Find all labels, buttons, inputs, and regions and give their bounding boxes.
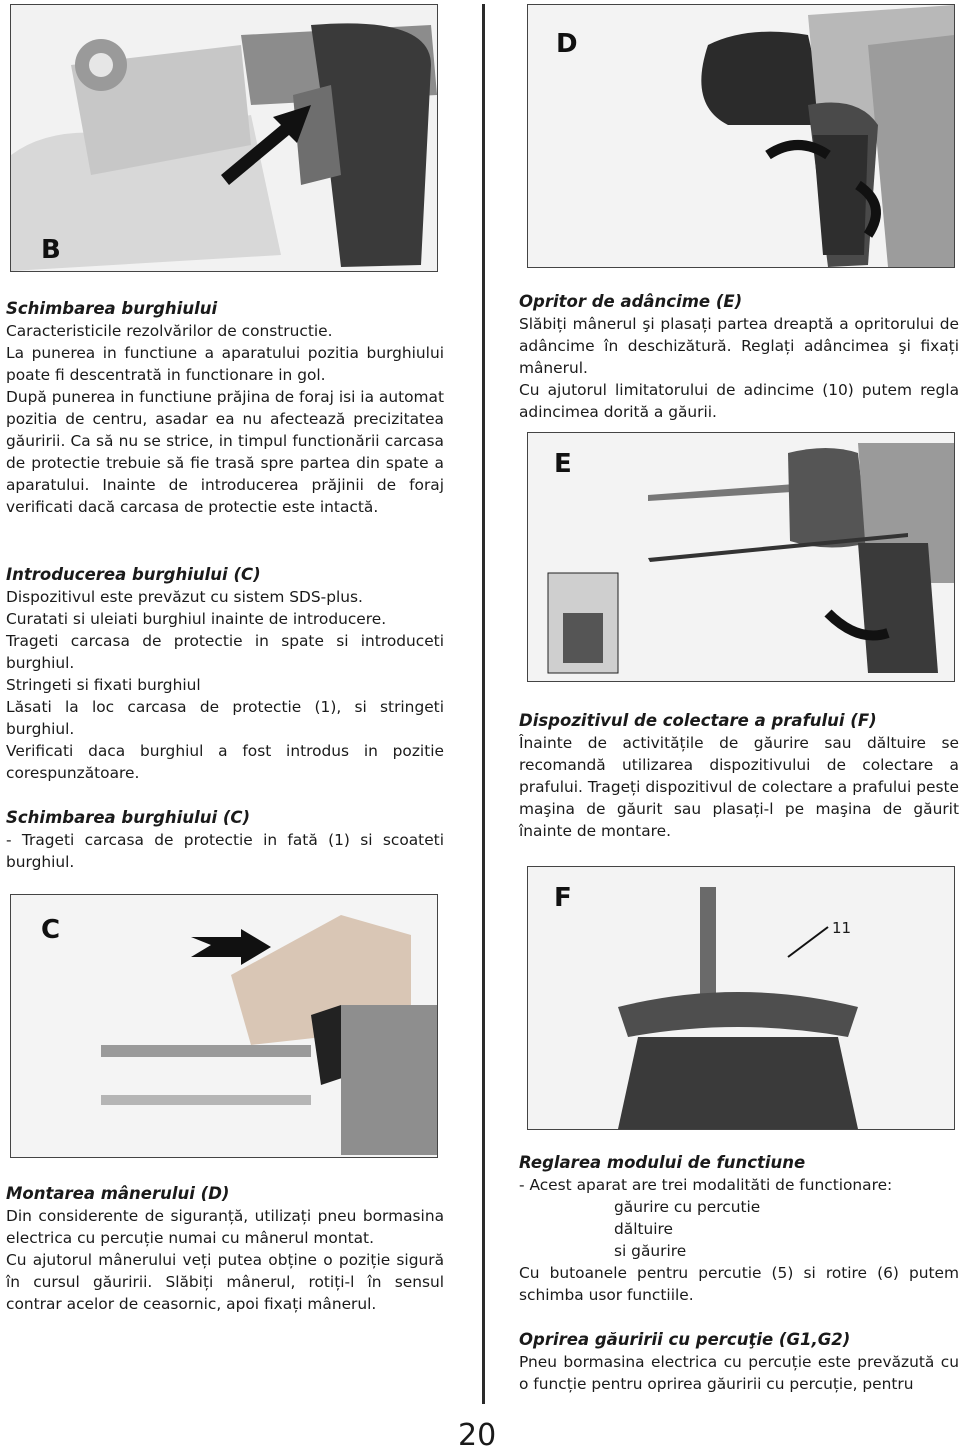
figure-f	[527, 866, 955, 1130]
paragraph: După punerea in functiune prăjina de foraj isi ia automat pozitia de centru, asadar ea nu afectează precizitatea găuririi. Ca să nu se strice, in timpul functionării carcasa de protectie trebuie să fie trasă spre partea din spate a aparatului. Inainte de introducerea prăjinii de foraj verificati dacă carcasa de protectie este intactă.	[6, 388, 444, 516]
bit-insertion-illustration	[11, 895, 437, 1157]
section-title: Opritor de adâncime (E)	[519, 292, 743, 311]
section-introducerea-burghiului	[6, 564, 444, 784]
section-title: Reglarea modului de functiune	[519, 1153, 806, 1172]
section-dispozitivul-colectare-praf	[519, 710, 959, 842]
page-number: 20	[458, 1418, 497, 1453]
figure-e-letter: E	[554, 449, 572, 479]
section-title: Montarea mânerului (D)	[6, 1184, 230, 1203]
figure-c	[10, 894, 438, 1158]
section-schimbarea-burghiului-c	[6, 807, 444, 873]
section-montarea-manerului	[6, 1183, 444, 1315]
paragraph: Trageti carcasa de protectie in spate si introduceti burghiul.	[6, 632, 444, 672]
figure-e	[527, 432, 955, 682]
section-title: Dispozitivul de colectare a prafului (F)	[519, 711, 877, 730]
paragraph: - Trageti carcasa de protectie in fată (1) si scoateti burghiul.	[6, 831, 444, 871]
paragraph: Pneu bormasina electrica cu percuție este prevăzută cu o funcție pentru oprirea găuririi cu percuție, pentru	[519, 1353, 959, 1393]
figure-f-callout: 11	[832, 919, 852, 937]
figure-f-letter: F	[554, 883, 572, 913]
paragraph: La punerea in functiune a aparatului pozitia burghiului poate fi descentrată in functionare in gol.	[6, 344, 444, 384]
paragraph: Cu ajutorul limitatorului de adincime (10) putem regla adincimea dorită a găurii.	[519, 381, 959, 421]
depth-stop-illustration	[528, 433, 954, 681]
drill-handle-illustration	[11, 5, 437, 271]
mode-item: găurire cu percutie	[614, 1198, 761, 1216]
figure-b	[10, 4, 438, 272]
figure-d	[527, 4, 955, 268]
figure-c-letter: C	[41, 915, 61, 945]
section-schimbarea-burghiului	[6, 298, 444, 518]
section-title: Introducerea burghiului (C)	[6, 565, 261, 584]
paragraph: Verificati daca burghiul a fost introdus in pozitie corespunzătoare.	[6, 742, 444, 782]
section-title: Schimbarea burghiului	[6, 299, 218, 318]
dust-collector-illustration	[528, 867, 954, 1129]
paragraph: Stringeti si fixati burghiul	[6, 676, 201, 694]
section-title: Schimbarea burghiului (C)	[6, 808, 251, 827]
paragraph: - Acest aparat are trei modalităti de functionare:	[519, 1176, 893, 1194]
section-oprirea-gauririi	[519, 1329, 959, 1395]
paragraph: Lăsati la loc carcasa de protectie (1), si stringeti burghiul.	[6, 698, 444, 738]
paragraph: Cu ajutorul mânerului veți putea obține o poziție sigură în cursul găuririi. Slăbiți mânerul, rotiți-l în sensul contrar acelor de ceasornic, apoi fixați mânerul.	[6, 1251, 444, 1313]
mode-item: si găurire	[614, 1242, 687, 1260]
paragraph: Înainte de activitățile de găurire sau dăltuire se recomandă utilizarea dispozitivului de colectare a prafului. Trageți dispozitivul de colectare a prafului peste maşina de găurit sau plasați-l pe maşina de găurit înainte de montare.	[519, 734, 959, 840]
paragraph: Slăbiți mânerul şi plasați partea dreaptă a opritorului de adâncime în deschizătură. Reglați adâncimea şi fixați mânerul.	[519, 315, 959, 377]
paragraph: Caracteristicile rezolvărilor de constructie.	[6, 322, 333, 340]
figure-b-letter: B	[41, 235, 61, 265]
paragraph: Cu butoanele pentru percutie (5) si rotire (6) putem schimba usor functiile.	[519, 1264, 959, 1304]
handle-rotation-illustration	[528, 5, 954, 267]
paragraph: Curatati si uleiati burghiul inainte de introducere.	[6, 610, 387, 628]
section-title: Oprirea găuririi cu percuţie (G1,G2)	[519, 1330, 851, 1349]
paragraph: Dispozitivul este prevăzut cu sistem SDS-plus.	[6, 588, 363, 606]
figure-d-letter: D	[556, 29, 578, 59]
section-opritor-de-adancime	[519, 291, 959, 423]
paragraph: Din considerente de siguranță, utilizați pneu bormasina electrica cu percuție numai cu mânerul montat.	[6, 1207, 444, 1247]
mode-item: dăltuire	[614, 1220, 673, 1238]
column-divider	[482, 4, 485, 1404]
section-reglarea-modului	[519, 1152, 959, 1306]
